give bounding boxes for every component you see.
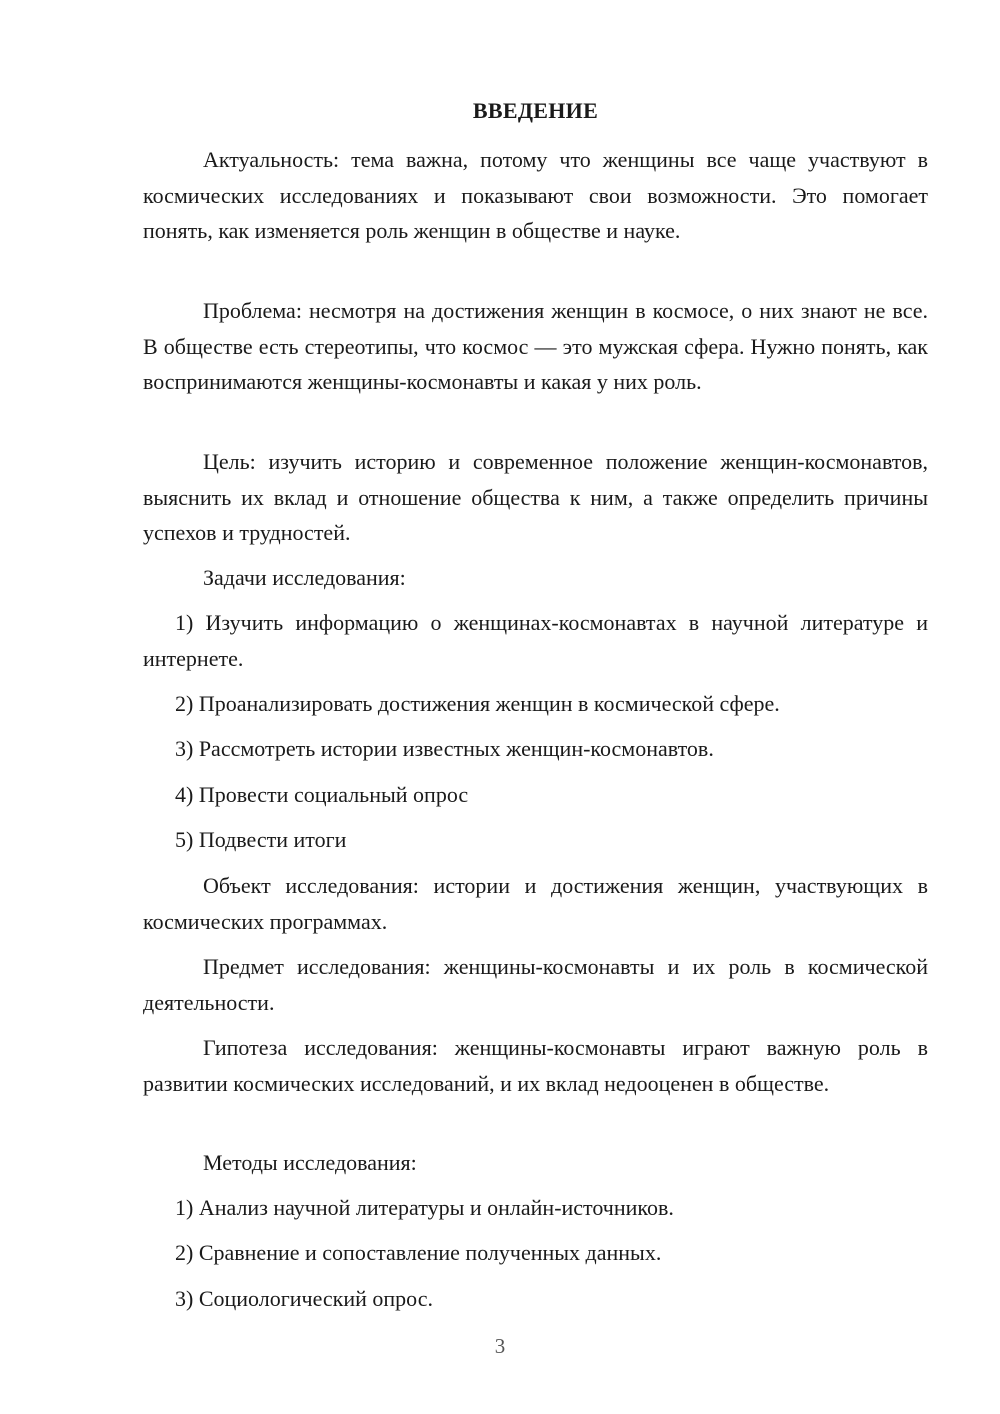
method-item-1: 1) Анализ научной литературы и онлайн-источников. xyxy=(175,1195,674,1220)
task-item-2: 2) Проанализировать достижения женщин в космической сфере. xyxy=(175,691,780,716)
task-item-3: 3) Рассмотреть истории известных женщин-космонавтов. xyxy=(175,736,714,761)
goal-paragraph: Цель: изучить историю и современное положение женщин-космонавтов, выяснить их вклад и отношение общества к ним, а также определить причины успехов и трудностей. xyxy=(143,449,928,545)
object-paragraph: Объект исследования: истории и достижения женщин, участвующих в космических программах. xyxy=(143,873,928,934)
method-item-3: 3) Социологический опрос. xyxy=(175,1286,433,1311)
task-item-1: 1) Изучить информацию о женщинах-космонавтах в научной литературе и интернете. xyxy=(143,610,928,671)
methods-title: Методы исследования: xyxy=(203,1150,417,1175)
subject-paragraph: Предмет исследования: женщины-космонавты и их роль в космической деятельности. xyxy=(143,954,928,1015)
hypothesis-paragraph: Гипотеза исследования: женщины-космонавты играют важную роль в развитии космических исследований, и их вклад недооценен в обществе. xyxy=(143,1035,928,1096)
task-item-5: 5) Подвести итоги xyxy=(175,827,347,852)
method-item-2: 2) Сравнение и сопоставление полученных данных. xyxy=(175,1240,662,1265)
document-heading: ВВЕДЕНИЕ xyxy=(472,98,599,123)
page-number: 3 xyxy=(494,1334,506,1358)
task-item-4: 4) Провести социальный опрос xyxy=(175,782,469,807)
problem-paragraph: Проблема: несмотря на достижения женщин в космосе, о них знают не все. В обществе есть стереотипы, что космос — это мужская сфера. Нужно понять, как воспринимаются женщины-космонавты и какая у них роль. xyxy=(143,298,928,394)
relevance-paragraph: Актуальность: тема важна, потому что женщины все чаще участвуют в космических исследованиях и показывают свои возможности. Это помогает понять, как изменяется роль женщин в обществе и науке. xyxy=(143,147,928,243)
tasks-title: Задачи исследования: xyxy=(203,565,406,590)
